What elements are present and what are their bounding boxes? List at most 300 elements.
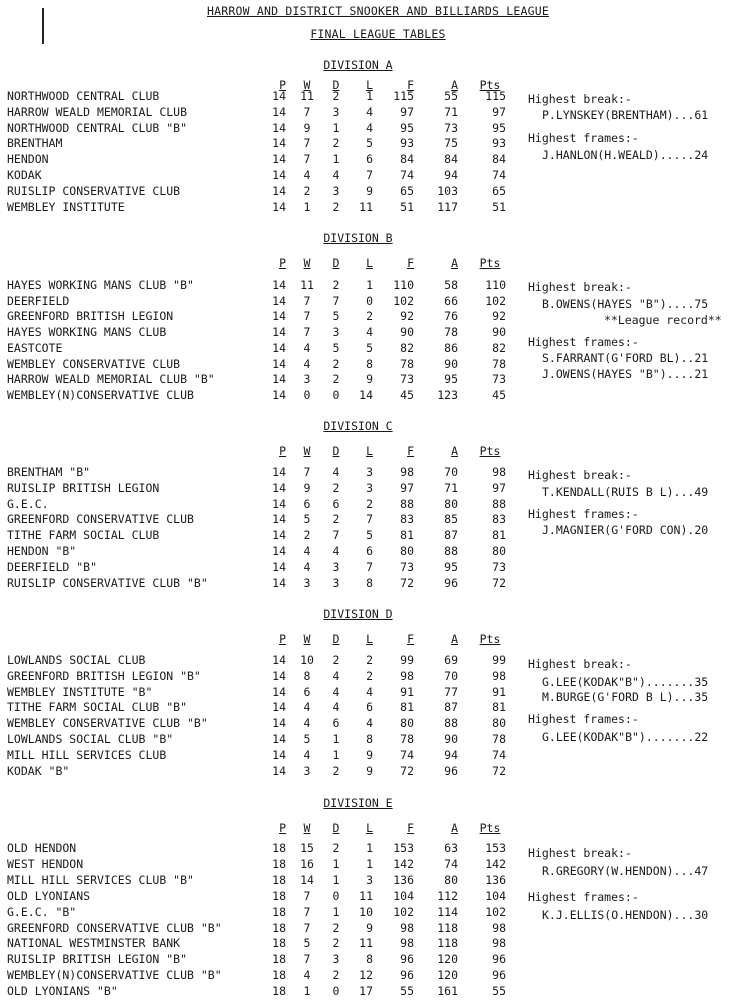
table-cell: 88 — [492, 496, 506, 511]
division-title: DIVISION C — [323, 419, 393, 433]
table-cell: 5 — [303, 936, 311, 951]
note-line: Highest break:- — [528, 468, 632, 482]
table-cell: 1 — [366, 278, 373, 292]
table-row — [0, 700, 530, 714]
table-cell: 110 — [485, 278, 506, 292]
column-header: F — [407, 444, 414, 458]
table-cell: 58 — [444, 278, 458, 292]
table-cell: 11 — [359, 888, 373, 903]
table-cell: 74 — [492, 168, 506, 182]
table-cell: 4 — [303, 168, 311, 182]
team-name: WEMBLEY INSTITUTE — [7, 199, 125, 214]
table-cell: 2 — [332, 356, 340, 371]
table-cell: 96 — [400, 968, 414, 983]
note-line: S.FARRANT(G'FORD BL)..21 — [542, 351, 709, 365]
table-cell: 76 — [444, 309, 458, 324]
table-cell: 7 — [366, 168, 373, 182]
table-row — [0, 105, 530, 119]
table-cell: 5 — [303, 512, 311, 527]
table-cell: 90 — [444, 356, 458, 371]
table-cell: 7 — [303, 904, 311, 919]
table-cell: 98 — [400, 936, 414, 951]
table-cell: 73 — [400, 559, 414, 574]
team-name: BRENTHAM — [7, 136, 63, 151]
table-cell: 18 — [272, 872, 286, 887]
note-line: K.J.ELLIS(O.HENDON)...30 — [542, 908, 709, 922]
table-cell: 1 — [366, 841, 373, 855]
table-cell: 87 — [444, 528, 458, 543]
table-cell: 14 — [300, 872, 314, 887]
table-cell: 55 — [400, 984, 414, 999]
table-cell: 7 — [366, 559, 373, 574]
table-cell: 4 — [303, 559, 311, 574]
table-cell: 14 — [272, 716, 286, 731]
table-cell: 73 — [492, 559, 506, 574]
team-name: BRENTHAM "B" — [7, 465, 91, 479]
table-row — [0, 294, 530, 308]
table-cell: 11 — [359, 199, 373, 214]
table-cell: 14 — [272, 747, 286, 762]
note-line: Highest frames:- — [528, 890, 639, 904]
table-cell: 14 — [272, 387, 286, 402]
table-cell: 2 — [332, 920, 340, 935]
table-row — [0, 669, 530, 683]
column-header: A — [451, 78, 458, 92]
division-title: DIVISION E — [323, 796, 393, 810]
table-cell: 14 — [272, 309, 286, 324]
table-cell: 80 — [492, 716, 506, 731]
table-cell: 97 — [492, 104, 506, 119]
page-subtitle: FINAL LEAGUE TABLES — [310, 27, 446, 41]
table-cell: 9 — [303, 120, 311, 135]
table-cell: 102 — [485, 904, 506, 919]
table-cell: 14 — [272, 465, 286, 479]
table-cell: 1 — [332, 732, 340, 746]
table-cell: 2 — [303, 528, 311, 543]
table-cell: 81 — [492, 700, 506, 715]
table-row — [0, 936, 530, 950]
note-line: Highest break:- — [528, 280, 632, 294]
table-row — [0, 685, 530, 699]
table-cell: 14 — [272, 168, 286, 182]
table-cell: 96 — [492, 952, 506, 967]
table-cell: 80 — [400, 544, 414, 558]
table-row — [0, 497, 530, 511]
team-name: LOWLANDS SOCIAL CLUB "B" — [7, 732, 174, 746]
table-row — [0, 952, 530, 966]
team-name: TITHE FARM SOCIAL CLUB "B" — [7, 700, 188, 715]
note-line: Highest frames:- — [528, 507, 639, 521]
table-cell: 12 — [359, 968, 373, 983]
team-name: GREENFORD CONSERVATIVE CLUB — [7, 512, 194, 527]
table-cell: 72 — [492, 575, 506, 590]
table-cell: 96 — [492, 968, 506, 983]
table-cell: 99 — [492, 653, 506, 667]
table-cell: 1 — [303, 199, 311, 214]
table-cell: 2 — [366, 309, 373, 324]
table-cell: 7 — [332, 293, 340, 308]
table-cell: 14 — [272, 544, 286, 558]
column-header: D — [332, 78, 340, 92]
table-cell: 14 — [272, 120, 286, 135]
table-cell: 81 — [400, 528, 414, 543]
team-name: HARROW WEALD MEMORIAL CLUB "B" — [7, 372, 215, 387]
table-cell: 1 — [332, 856, 340, 871]
table-cell: 73 — [492, 372, 506, 387]
table-cell: 14 — [272, 575, 286, 590]
table-cell: 78 — [492, 732, 506, 746]
table-row — [0, 921, 530, 935]
table-cell: 95 — [492, 120, 506, 135]
table-cell: 97 — [400, 480, 414, 495]
table-cell: 7 — [303, 325, 311, 340]
table-cell: 123 — [437, 387, 458, 402]
table-cell: 71 — [444, 104, 458, 119]
table-cell: 3 — [332, 575, 340, 590]
table-header — [0, 256, 530, 270]
table-cell: 74 — [400, 747, 414, 762]
table-cell: 14 — [272, 372, 286, 387]
table-cell: 1 — [366, 89, 373, 103]
table-cell: 4 — [303, 968, 311, 983]
note-line: Highest break:- — [528, 657, 632, 671]
table-cell: 6 — [366, 544, 373, 558]
table-cell: 96 — [444, 575, 458, 590]
table-cell: 7 — [303, 888, 311, 903]
table-cell: 4 — [366, 120, 373, 135]
table-cell: 10 — [300, 653, 314, 667]
table-cell: 72 — [400, 575, 414, 590]
note-line: Highest frames:- — [528, 335, 639, 349]
column-header: D — [332, 444, 340, 458]
table-cell: 102 — [485, 293, 506, 308]
table-row — [0, 121, 530, 135]
note-line: J.HANLON(H.WEALD).....24 — [542, 148, 709, 162]
table-row — [0, 372, 530, 386]
table-cell: 90 — [444, 732, 458, 746]
note-line: **League record** — [604, 313, 722, 327]
column-header: Pts — [479, 821, 501, 835]
table-cell: 18 — [272, 952, 286, 967]
table-cell: 4 — [303, 544, 311, 558]
note-line: B.OWENS(HAYES "B")....75 — [542, 297, 709, 311]
table-cell: 7 — [332, 528, 340, 543]
note-line: Highest frames:- — [528, 712, 639, 726]
table-cell: 14 — [359, 387, 373, 402]
table-cell: 8 — [366, 952, 373, 967]
table-cell: 18 — [272, 936, 286, 951]
table-cell: 3 — [303, 763, 311, 778]
column-header: W — [303, 78, 311, 92]
table-cell: 104 — [485, 888, 506, 903]
table-cell: 71 — [444, 480, 458, 495]
team-name: GREENFORD CONSERVATIVE CLUB "B" — [7, 920, 222, 935]
table-row — [0, 889, 530, 903]
table-cell: 73 — [444, 120, 458, 135]
table-cell: 2 — [332, 512, 340, 527]
table-cell: 98 — [400, 465, 414, 479]
table-cell: 2 — [303, 183, 311, 198]
table-cell: 98 — [400, 920, 414, 935]
table-cell: 65 — [400, 183, 414, 198]
table-cell: 4 — [303, 747, 311, 762]
team-name: WEST HENDON — [7, 856, 84, 871]
table-cell: 85 — [444, 512, 458, 527]
table-cell: 80 — [444, 872, 458, 887]
table-cell: 14 — [272, 340, 286, 355]
table-cell: 7 — [303, 309, 311, 324]
column-header: W — [303, 444, 311, 458]
table-cell: 99 — [400, 653, 414, 667]
table-cell: 1 — [332, 120, 340, 135]
table-cell: 77 — [444, 684, 458, 699]
table-cell: 9 — [366, 920, 373, 935]
table-cell: 91 — [400, 684, 414, 699]
team-name: EASTCOTE — [7, 340, 63, 355]
table-cell: 78 — [400, 732, 414, 746]
table-cell: 9 — [366, 183, 373, 198]
table-cell: 97 — [492, 480, 506, 495]
table-row — [0, 309, 530, 323]
table-cell: 4 — [332, 465, 340, 479]
table-cell: 2 — [332, 89, 340, 103]
table-cell: 95 — [400, 120, 414, 135]
table-cell: 0 — [332, 387, 340, 402]
table-cell: 5 — [366, 528, 373, 543]
table-cell: 0 — [303, 387, 311, 402]
table-cell: 2 — [332, 372, 340, 387]
table-cell: 2 — [332, 763, 340, 778]
table-cell: 18 — [272, 968, 286, 983]
team-name: WEMBLEY INSTITUTE "B" — [7, 684, 153, 699]
table-cell: 80 — [400, 716, 414, 731]
table-cell: 98 — [492, 465, 506, 479]
table-cell: 74 — [492, 747, 506, 762]
table-cell: 136 — [393, 872, 414, 887]
column-header: F — [407, 78, 414, 92]
table-cell: 2 — [332, 199, 340, 214]
team-name: DEERFIELD — [7, 293, 70, 308]
column-header: A — [451, 256, 458, 270]
table-row — [0, 841, 530, 855]
table-row — [0, 341, 530, 355]
note-line: Highest frames:- — [528, 131, 639, 145]
table-cell: 3 — [303, 575, 311, 590]
column-header: D — [332, 821, 340, 835]
note-line: J.MAGNIER(G'FORD CON).20 — [542, 523, 709, 537]
note-line: P.LYNSKEY(BRENTHAM)...61 — [542, 108, 709, 122]
table-cell: 80 — [444, 496, 458, 511]
column-header: L — [366, 444, 373, 458]
table-row — [0, 200, 530, 214]
table-cell: 7 — [303, 136, 311, 151]
table-cell: 3 — [332, 559, 340, 574]
table-cell: 4 — [303, 700, 311, 715]
table-cell: 78 — [400, 356, 414, 371]
table-cell: 142 — [393, 856, 414, 871]
note-line: G.LEE(KODAK"B").......35 — [542, 675, 709, 689]
team-name: LOWLANDS SOCIAL CLUB — [7, 653, 146, 667]
column-header: P — [279, 821, 286, 835]
team-name: MILL HILL SERVICES CLUB "B" — [7, 872, 194, 887]
table-cell: 7 — [303, 293, 311, 308]
table-cell: 69 — [444, 653, 458, 667]
division-title: DIVISION D — [323, 607, 393, 621]
table-row — [0, 388, 530, 402]
table-cell: 98 — [492, 936, 506, 951]
table-cell: 7 — [303, 952, 311, 967]
table-cell: 84 — [492, 152, 506, 167]
table-cell: 112 — [437, 888, 458, 903]
table-cell: 78 — [444, 325, 458, 340]
table-cell: 2 — [366, 653, 373, 667]
table-cell: 1 — [332, 747, 340, 762]
table-cell: 87 — [444, 700, 458, 715]
team-name: OLD HENDON — [7, 841, 77, 855]
table-cell: 14 — [272, 480, 286, 495]
table-cell: 98 — [492, 920, 506, 935]
table-cell: 4 — [303, 716, 311, 731]
table-cell: 84 — [400, 152, 414, 167]
note-line: T.KENDALL(RUIS B L)...49 — [542, 485, 709, 499]
table-cell: 117 — [437, 199, 458, 214]
team-name: WEMBLEY CONSERVATIVE CLUB — [7, 356, 181, 371]
table-cell: 14 — [272, 512, 286, 527]
table-cell: 1 — [332, 152, 340, 167]
table-cell: 18 — [272, 920, 286, 935]
table-cell: 102 — [393, 293, 414, 308]
note-line: Highest break:- — [528, 92, 632, 106]
table-cell: 4 — [332, 700, 340, 715]
table-cell: 74 — [444, 856, 458, 871]
table-row — [0, 873, 530, 887]
table-cell: 1 — [366, 856, 373, 871]
table-cell: 6 — [303, 496, 311, 511]
table-row — [0, 357, 530, 371]
table-cell: 114 — [437, 904, 458, 919]
table-row — [0, 653, 530, 667]
table-cell: 118 — [437, 936, 458, 951]
table-cell: 2 — [332, 653, 340, 667]
division-title: DIVISION B — [323, 231, 393, 245]
table-cell: 66 — [444, 293, 458, 308]
table-cell: 8 — [366, 356, 373, 371]
table-cell: 115 — [393, 89, 414, 103]
table-cell: 14 — [272, 668, 286, 683]
table-cell: 118 — [437, 920, 458, 935]
table-cell: 88 — [400, 496, 414, 511]
table-row — [0, 732, 530, 746]
table-cell: 2 — [366, 668, 373, 683]
table-cell: 74 — [400, 168, 414, 182]
table-cell: 14 — [272, 732, 286, 746]
team-name: NATIONAL WESTMINSTER BANK — [7, 936, 181, 951]
note-line: G.LEE(KODAK"B").......22 — [542, 730, 709, 744]
note-line: J.OWENS(HAYES "B")....21 — [542, 367, 709, 381]
team-name: OLD LYONIANS "B" — [7, 984, 118, 999]
table-cell: 9 — [366, 763, 373, 778]
table-cell: 2 — [332, 936, 340, 951]
table-cell: 88 — [444, 716, 458, 731]
table-cell: 11 — [359, 936, 373, 951]
table-cell: 6 — [366, 700, 373, 715]
table-cell: 45 — [400, 387, 414, 402]
table-cell: 7 — [303, 152, 311, 167]
table-cell: 96 — [444, 763, 458, 778]
table-cell: 14 — [272, 199, 286, 214]
table-cell: 3 — [332, 325, 340, 340]
table-header — [0, 632, 530, 646]
table-cell: 18 — [272, 888, 286, 903]
table-cell: 16 — [300, 856, 314, 871]
table-cell: 3 — [332, 952, 340, 967]
table-cell: 7 — [366, 512, 373, 527]
table-cell: 9 — [366, 372, 373, 387]
table-cell: 70 — [444, 668, 458, 683]
column-header: A — [451, 632, 458, 646]
table-row — [0, 184, 530, 198]
table-cell: 3 — [303, 372, 311, 387]
table-cell: 6 — [366, 152, 373, 167]
table-cell: 51 — [400, 199, 414, 214]
table-cell: 94 — [444, 747, 458, 762]
table-cell: 8 — [303, 668, 311, 683]
table-row — [0, 512, 530, 526]
table-cell: 4 — [332, 168, 340, 182]
team-name: RUISLIP BRITISH LEGION — [7, 480, 160, 495]
team-name: HAYES WORKING MANS CLUB "B" — [7, 278, 194, 292]
table-cell: 2 — [332, 968, 340, 983]
table-cell: 17 — [359, 984, 373, 999]
table-cell: 14 — [272, 763, 286, 778]
table-cell: 4 — [366, 325, 373, 340]
column-header: P — [279, 256, 286, 270]
team-name: WEMBLEY CONSERVATIVE CLUB "B" — [7, 716, 208, 731]
table-cell: 14 — [272, 278, 286, 292]
table-row — [0, 278, 530, 292]
table-cell: 7 — [303, 920, 311, 935]
table-cell: 86 — [444, 340, 458, 355]
table-cell: 92 — [400, 309, 414, 324]
note-line: M.BURGE(G'FORD B L)...35 — [542, 690, 709, 704]
table-cell: 10 — [359, 904, 373, 919]
column-header: Pts — [479, 444, 501, 458]
team-name: NORTHWOOD CENTRAL CLUB — [7, 89, 160, 103]
table-cell: 14 — [272, 559, 286, 574]
table-cell: 14 — [272, 700, 286, 715]
table-cell: 142 — [485, 856, 506, 871]
table-cell: 45 — [492, 387, 506, 402]
table-cell: 98 — [492, 668, 506, 683]
table-cell: 14 — [272, 528, 286, 543]
table-cell: 14 — [272, 496, 286, 511]
table-cell: 78 — [492, 356, 506, 371]
table-cell: 120 — [437, 968, 458, 983]
table-cell: 8 — [366, 732, 373, 746]
team-name: RUISLIP BRITISH LEGION "B" — [7, 952, 188, 967]
team-name: HARROW WEALD MEMORIAL CLUB — [7, 104, 188, 119]
table-cell: 63 — [444, 841, 458, 855]
table-cell: 5 — [332, 340, 340, 355]
table-cell: 14 — [272, 104, 286, 119]
table-cell: 1 — [332, 904, 340, 919]
table-cell: 84 — [444, 152, 458, 167]
table-cell: 81 — [492, 528, 506, 543]
table-header — [0, 821, 530, 835]
column-header: F — [407, 632, 414, 646]
table-cell: 95 — [444, 372, 458, 387]
team-name: MILL HILL SERVICES CLUB — [7, 747, 167, 762]
